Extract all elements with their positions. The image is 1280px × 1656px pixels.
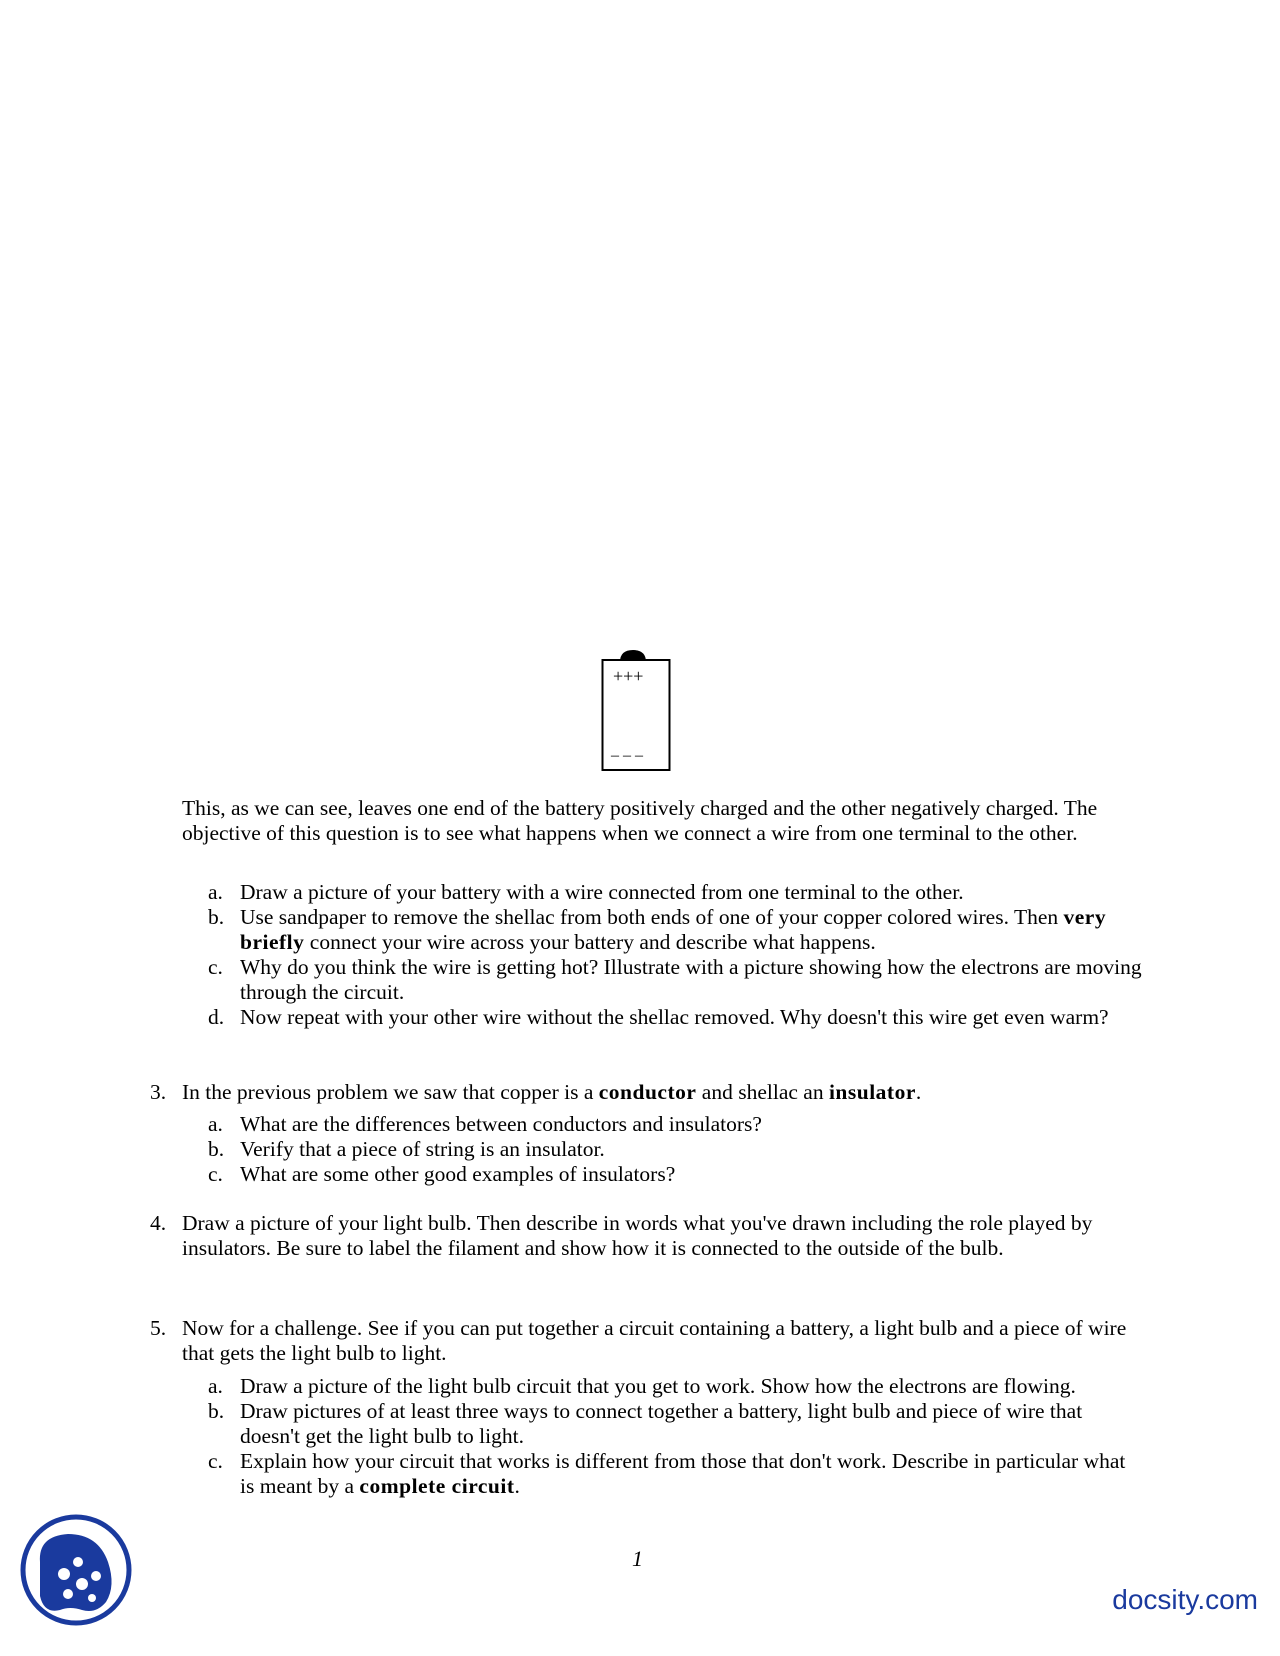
problem-5-text: 5. Now for a challenge. See if you can put together a circuit containing a battery, a light bulb and a piece of wire that gets the light bulb to light.	[150, 1316, 1127, 1365]
term-conductor: conductor	[598, 1080, 697, 1104]
problem-2-item-d: d. Now repeat with your other wire without the shellac removed. Why doesn't this wire get even warm?	[208, 1005, 1109, 1029]
problem-3-item-c: c. What are some other good examples of insulators?	[208, 1162, 676, 1186]
problem-5-subitems	[182, 1374, 1142, 1499]
problem-3-heading: 3. In the previous problem we saw that copper is a conductor and shellac an insulator.	[150, 1080, 922, 1104]
problem-5	[124, 1316, 1142, 1366]
problem-2-intro: This, as we can see, leaves one end of the battery positively charged and the other negatively charged. The objective of this question is to see what happens when we connect a wire from one terminal to the other.	[182, 796, 1098, 845]
problem-3-item-a: a. What are the differences between conductors and insulators?	[208, 1112, 762, 1136]
problem-3-item-b: b. Verify that a piece of string is an insulator.	[208, 1137, 605, 1161]
page-number: 1	[632, 1546, 643, 1571]
docsity-brand-link[interactable]: docsity.com	[1112, 1584, 1258, 1615]
battery-diagram	[601, 648, 673, 772]
problem-2-item-b: b. Use sandpaper to remove the shellac from both ends of one of your copper colored wires. Then very briefly connect your wire across your battery and describe what happens.	[208, 905, 1107, 954]
problem-3	[124, 1080, 1142, 1105]
emphasis-very-briefly: very briefly	[240, 905, 1107, 954]
term-insulator: insulator	[828, 1080, 916, 1104]
problem-5-item-c: c. Explain how your circuit that works is different from those that don't work. Describe in particular what is meant by a complete circuit.	[208, 1449, 1126, 1498]
problem-2-subitems	[182, 880, 1142, 1030]
docsity-logo-icon	[20, 1514, 132, 1626]
problem-3-subitems	[182, 1112, 1142, 1187]
problem-2-item-c: c. Why do you think the wire is getting hot? Illustrate with a picture showing how the electrons are moving through the circuit.	[208, 955, 1142, 1004]
plus-label: +++	[613, 666, 644, 686]
problem-4-text: 4. Draw a picture of your light bulb. Then describe in words what you've drawn including the role played by insulators. Be sure to label the filament and show how it is connected to the outside of the bulb.	[150, 1211, 1093, 1260]
problem-4	[124, 1211, 1142, 1261]
minus-label: – – –	[611, 747, 643, 764]
term-complete-circuit: complete circuit	[359, 1474, 515, 1498]
problem-2-item-a: a. Draw a picture of your battery with a wire connected from one terminal to the other.	[208, 880, 964, 904]
problem-5-item-b: b. Draw pictures of at least three ways to connect together a battery, light bulb and piece of wire that doesn't get the light bulb to light.	[208, 1399, 1083, 1448]
problem-5-item-a: a. Draw a picture of the light bulb circuit that you get to work. Show how the electrons are flowing.	[208, 1374, 1076, 1398]
